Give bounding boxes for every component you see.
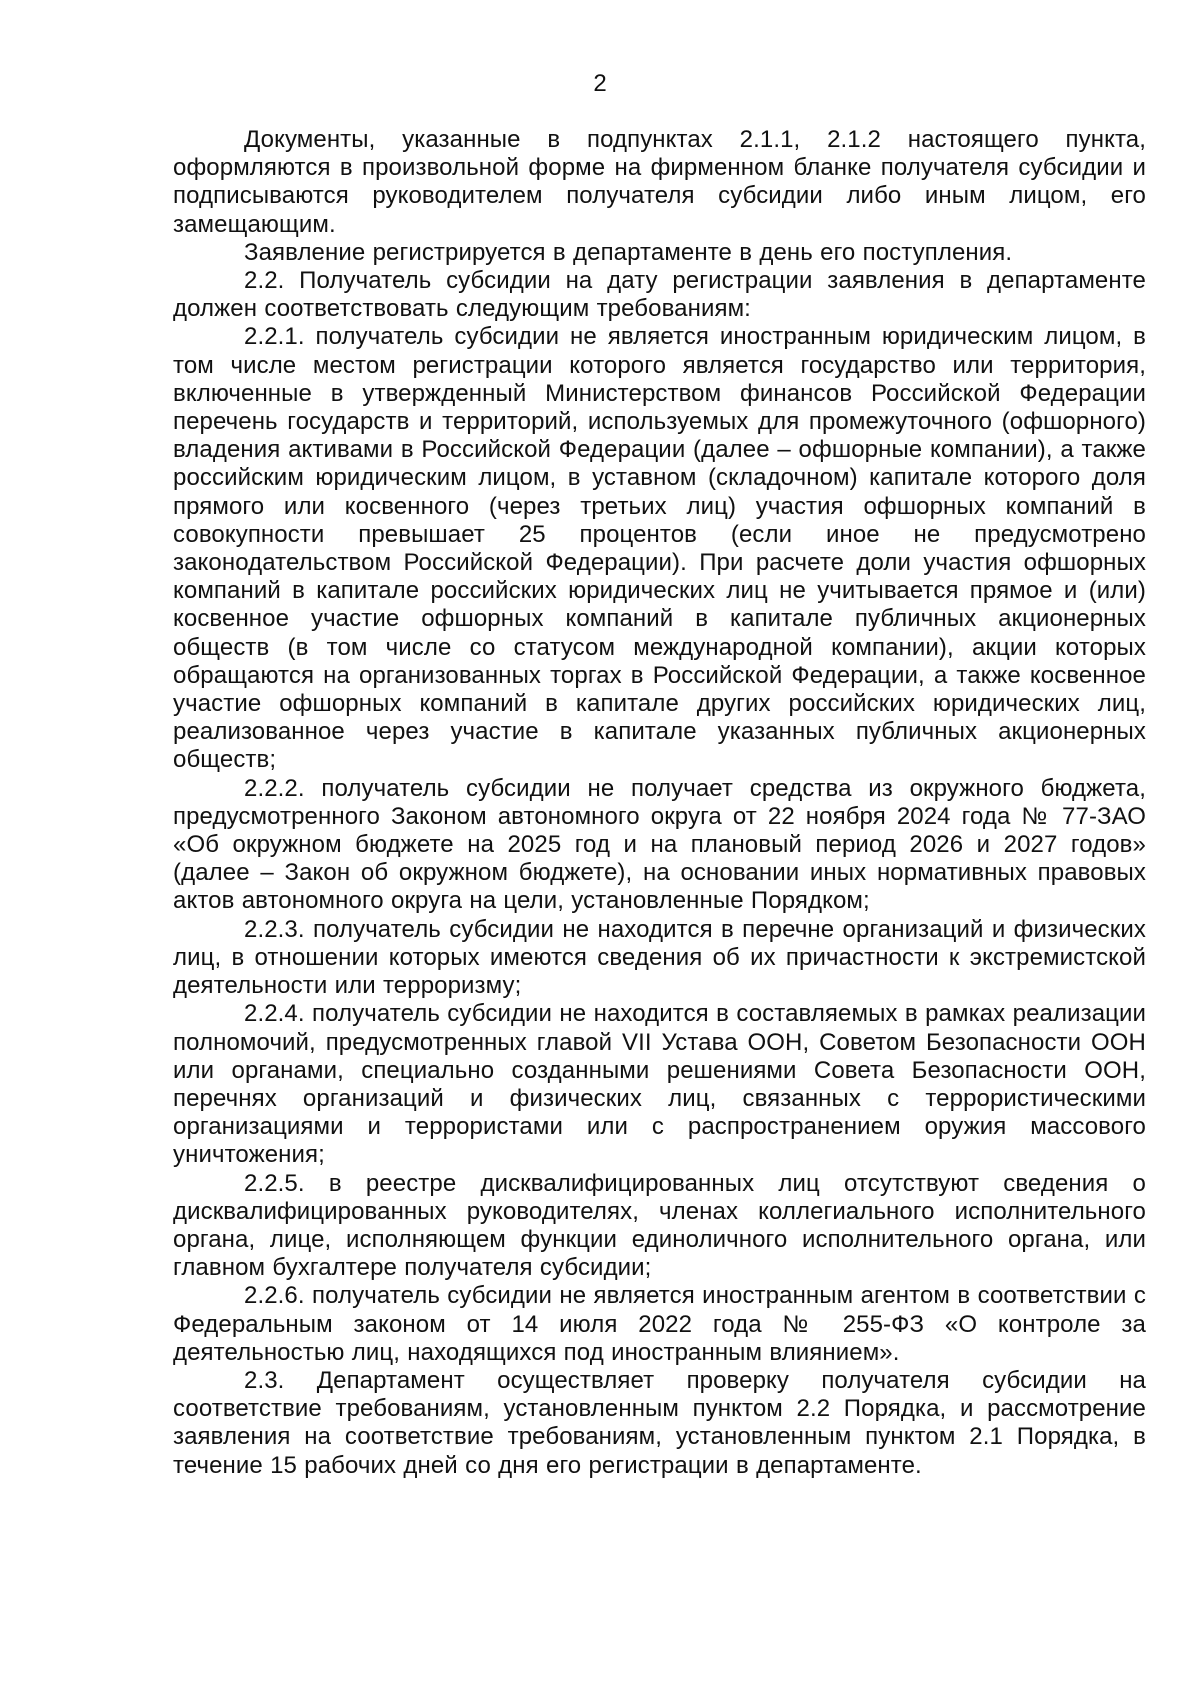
paragraph-2-2-3: 2.2.3. получатель субсидии не находится в перечне организаций и физических лиц, в отношении которых имеются сведения об их причастности к экстремистской деятельности или терроризму;	[173, 915, 1146, 1000]
document-body	[173, 126, 1146, 1480]
page-number: 2	[593, 70, 607, 97]
paragraph-2-2-2: 2.2.2. получатель субсидии не получает средства из окружного бюджета, предусмотренного Законом автономного округа от 22 ноября 2024 года № 77-ЗАО «Об окружном бюджете на 2025 год и на плановый период 2026 и 2027 годов» (далее – Закон об окружном бюджете), на основании иных нормативных правовых актов автономного округа на цели, установленные Порядком;	[173, 774, 1146, 915]
paragraph-application-registration: Заявление регистрируется в департаменте в день его поступления.	[244, 238, 1013, 266]
paragraph-2-2-4: 2.2.4. получатель субсидии не находится в составляемых в рамках реализации полномочий, предусмотренных главой VII Устава ООН, Советом Безопасности ООН или органами, специально созданными решениями Совета Безопасности ООН, перечнях организаций и физических лиц, связанных с террористическими организациями и террористами или с распространением оружия массового уничтожения;	[173, 1000, 1146, 1169]
paragraph-documents-form: Документы, указанные в подпунктах 2.1.1, 2.1.2 настоящего пункта, оформляются в произвольной форме на фирменном бланке получателя субсидии и подписываются руководителем получателя субсидии либо иным лицом, его замещающим.	[173, 126, 1146, 238]
paragraph-2-2: 2.2. Получатель субсидии на дату регистрации заявления в департаменте должен соответствовать следующим требованиям:	[173, 267, 1146, 323]
paragraph-2-2-1: 2.2.1. получатель субсидии не является иностранным юридическим лицом, в том числе местом регистрации которого является государство или территория, включенные в утвержденный Министерством финансов Российской Федерации перечень государств и территорий, используемых для промежуточного (офшорного) владения активами в Российской Федерации (далее – офшорные компании), а также российским юридическим лицом, в уставном (складочном) капитале которого доля прямого или косвенного (через третьих лиц) участия офшорных компаний в совокупности превышает 25 процентов (если иное не предусмотрено законодательством Российской Федерации). При расчете доли участия офшорных компаний в капитале российских юридических лиц не учитывается прямое и (или) косвенное участие офшорных компаний в капитале публичных акционерных обществ (в том числе со статусом международной компании), акции которых обращаются на организованных торгах в Российской Федерации, а также косвенное участие офшорных компаний в капитале других российских юридических лиц, реализованное через участие в капитале указанных публичных акционерных обществ;	[173, 323, 1146, 774]
paragraph-2-3: 2.3. Департамент осуществляет проверку получателя субсидии на соответствие требованиям, установленным пунктом 2.2 Порядка, и рассмотрение заявления на соответствие требованиям, установленным пунктом 2.1 Порядка, в течение 15 рабочих дней со дня его регистрации в департаменте.	[173, 1366, 1146, 1479]
paragraph-2-2-5: 2.2.5. в реестре дисквалифицированных лиц отсутствуют сведения о дисквалифицированных руководителях, членах коллегиального исполнительного органа, лице, исполняющем функции единоличного исполнительного органа, или главном бухгалтере получателя субсидии;	[173, 1169, 1146, 1282]
paragraph-2-2-6: 2.2.6. получатель субсидии не является иностранным агентом в соответствии с Федеральным законом от 14 июля 2022 года № 255-ФЗ «О контроле за деятельностью лиц, находящихся под иностранным влиянием».	[173, 1282, 1146, 1366]
